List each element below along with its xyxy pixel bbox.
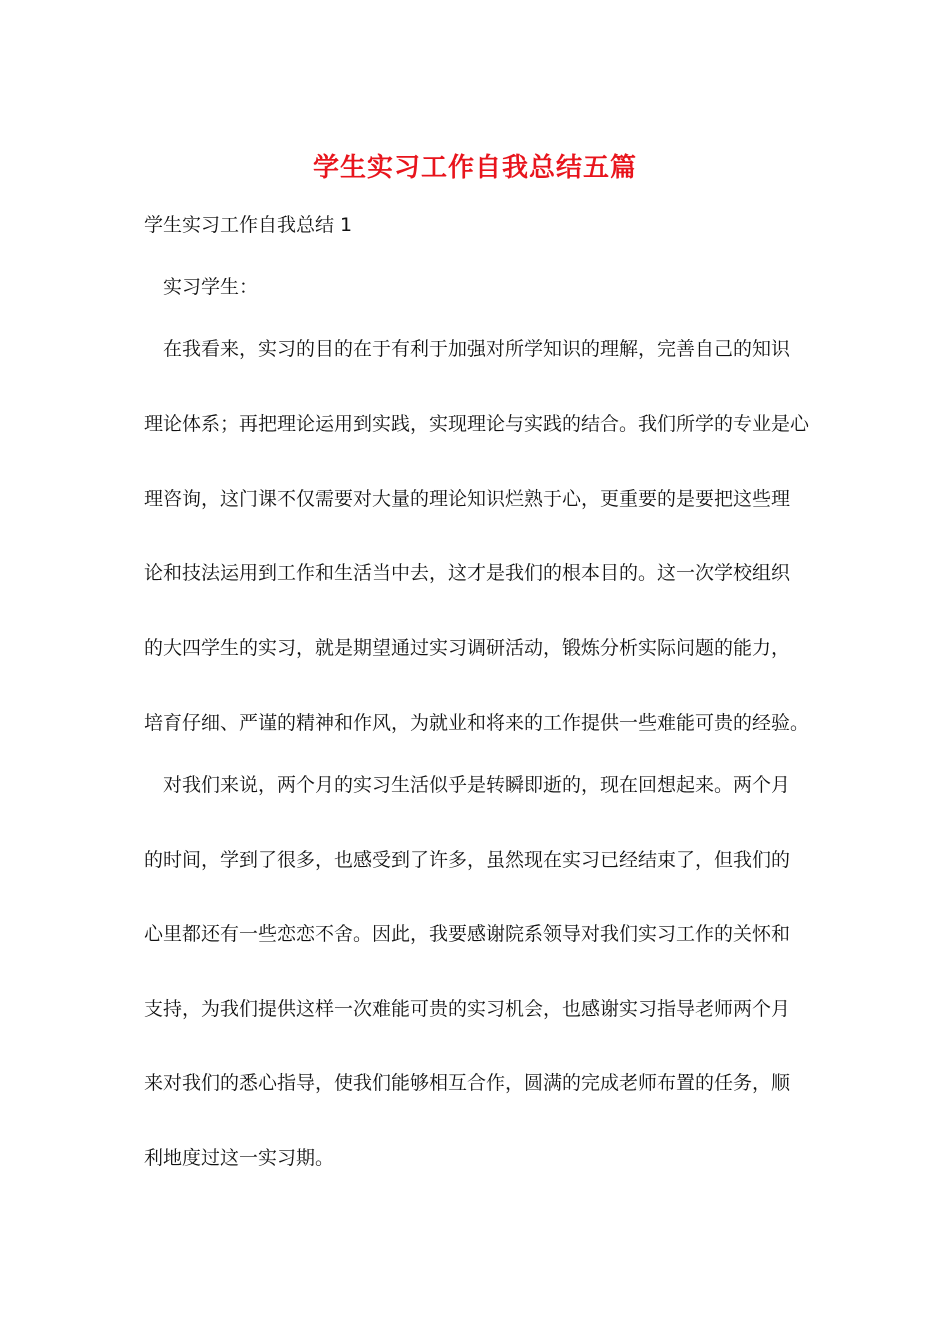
paragraph1-line-2: 理论体系；再把理论运用到实践，实现理论与实践的结合。我们所学的专业是心 (144, 413, 810, 435)
paragraph1-line-3: 理咨询，这门课不仅需要对大量的理论知识烂熟于心，更重要的是要把这些理 (144, 488, 791, 510)
paragraph2-line-4: 支持，为我们提供这样一次难能可贵的实习机会，也感谢实习指导老师两个月 (144, 998, 791, 1020)
paragraph2-line-3: 心里都还有一些恋恋不舍。因此，我要感谢院系领导对我们实习工作的关怀和 (144, 923, 791, 945)
document-title: 学生实习工作自我总结五篇 (312, 153, 637, 183)
paragraph1-line-5: 的大四学生的实习，就是期望通过实习调研活动，锻炼分析实际问题的能力， (144, 637, 791, 659)
paragraph2-line-5: 来对我们的悉心指导，使我们能够相互合作，圆满的完成老师布置的任务，顺 (144, 1072, 791, 1094)
paragraph2-line-2: 的时间，学到了很多，也感受到了许多，虽然现在实习已经结束了，但我们的 (144, 849, 791, 871)
paragraph2-line-6: 利地度过这一实习期。 (144, 1147, 335, 1169)
paragraph1-line-4: 论和技法运用到工作和生活当中去，这才是我们的根本目的。这一次学校组织 (144, 562, 791, 584)
greeting-line: 实习学生： (163, 276, 259, 298)
paragraph2-line-1: 对我们来说，两个月的实习生活似乎是转瞬即逝的，现在回想起来。两个月 (163, 774, 791, 796)
section-heading: 学生实习工作自我总结 1 (144, 214, 353, 236)
paragraph1-line-6: 培育仔细、严谨的精神和作风，为就业和将来的工作提供一些难能可贵的经验。 (144, 712, 810, 734)
paragraph1-line-1: 在我看来，实习的目的在于有利于加强对所学知识的理解，完善自己的知识 (163, 338, 791, 360)
